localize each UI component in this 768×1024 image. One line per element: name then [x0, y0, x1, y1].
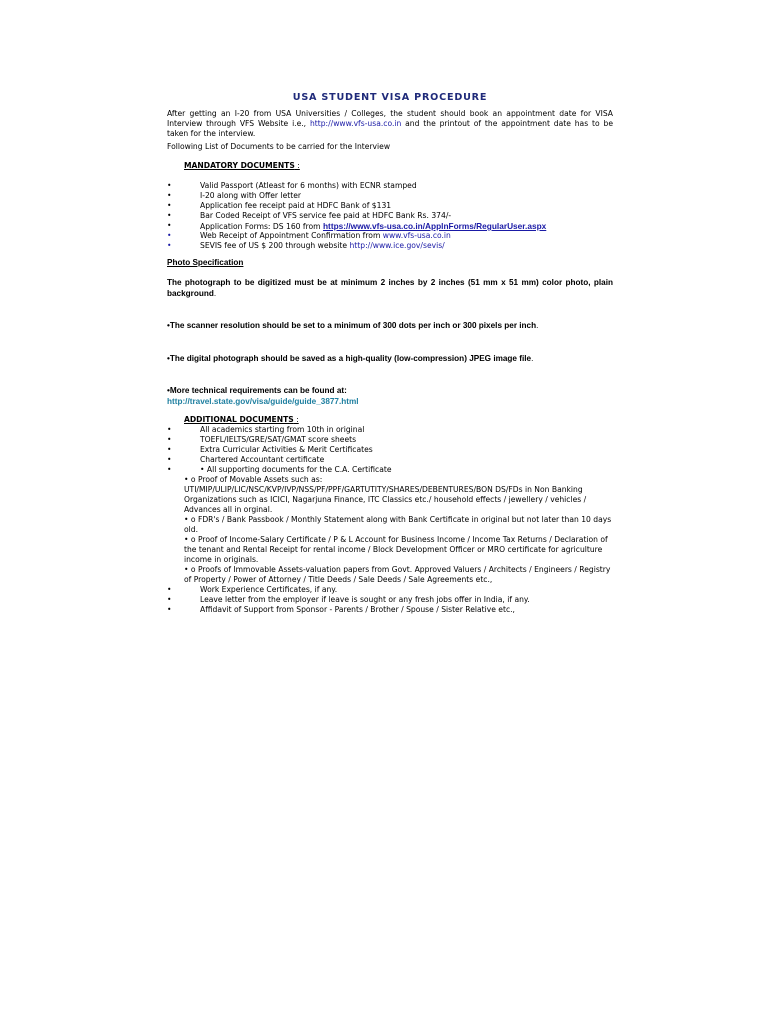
list-item	[167, 221, 613, 231]
jpeg-paragraph	[167, 354, 613, 365]
technical-requirements-paragraph	[167, 386, 613, 397]
scanner-resolution-text: •The scanner resolution should be set to a minimum of 300 dots per inch or 300 pixels per inch	[167, 321, 537, 330]
bullet: •	[167, 464, 172, 474]
item-text: All academics starting from 10th in original	[200, 424, 365, 434]
list-item	[167, 231, 613, 241]
list-item	[167, 465, 613, 475]
list-item	[167, 425, 613, 435]
additional-heading-text: ADDITIONAL DOCUMENTS	[184, 414, 294, 424]
list-item	[167, 585, 613, 595]
bullet: •	[167, 231, 172, 240]
additional-heading	[184, 415, 613, 425]
sub-item-immovable-assets: • o Proofs of Immovable Assets-valuation papers from Govt. Approved Valuers / Architects / Engineers / Registry of Property / Power of Attorney / Title Deeds / Sale Deeds / Sale Agreements etc.,	[184, 564, 611, 584]
item-text: • All supporting documents for the C.A. Certificate	[200, 464, 392, 474]
list-item	[167, 211, 613, 221]
item-text: TOEFL/IELTS/GRE/SAT/GMAT score sheets	[200, 434, 357, 444]
bullet: •	[167, 241, 172, 250]
item-text: Application fee receipt paid at HDFC Bank of $131	[200, 201, 392, 210]
document-title: USA STUDENT VISA PROCEDURE	[292, 92, 488, 103]
additional-heading-colon: :	[293, 414, 299, 424]
item-text: Chartered Accountant certificate	[200, 454, 325, 464]
mandatory-heading-colon: :	[294, 161, 300, 170]
bullet: •	[167, 211, 172, 220]
item-text: I-20 along with Offer letter	[200, 191, 301, 200]
sub-item-fdr: • o FDR's / Bank Passbook / Monthly Statement along with Bank Certificate in original but not later than 10 days old.	[184, 514, 612, 534]
bullet: •	[167, 221, 172, 230]
bullet: •	[167, 594, 172, 604]
photo-spec-end: .	[213, 288, 217, 298]
sub-item-income-proof: • o Proof of Income-Salary Certificate / P & L Account for Business Income / Income Tax Returns / Declaration of the tenant and Rental Receipt for rental income / Block Development Officer or MRO certificate for agriculture income in originals.	[184, 534, 608, 564]
item-text: Leave letter from the employer if leave is sought or any fresh jobs offer in India, if any.	[200, 594, 530, 604]
item-text: Web Receipt of Appointment Confirmation from	[200, 231, 383, 240]
bullet: •	[167, 454, 172, 464]
list-item	[167, 435, 613, 445]
travel-state-link[interactable]: http://travel.state.gov/visa/guide/guide_3877.html	[167, 396, 359, 406]
scanner-resolution-end: .	[536, 321, 539, 330]
item-text: Affidavit of Support from Sponsor - Parents / Brother / Spouse / Sister Relative etc.,	[200, 604, 515, 614]
item-text: SEVIS fee of US $ 200 through website	[200, 241, 350, 250]
bullet: •	[167, 181, 172, 190]
additional-final-list	[167, 585, 613, 615]
mandatory-heading	[184, 161, 613, 171]
vfs-link[interactable]: www.vfs-usa.co.in	[382, 231, 451, 240]
bullet: •	[167, 201, 172, 210]
list-intro: Following List of Documents to be carried for the Interview	[167, 142, 391, 151]
item-text: Application Forms: DS 160 from	[200, 222, 323, 231]
sevis-link[interactable]: http://www.ice.gov/sevis/	[349, 241, 445, 250]
additional-list	[167, 425, 613, 475]
bullet: •	[167, 444, 172, 454]
intro-text-start: After getting an I-20 from USA Universities / Colleges, the student should book an appointment date for VISA Interview through VFS Website i.e.,	[167, 109, 613, 128]
mandatory-heading-text: MANDATORY DOCUMENTS	[184, 161, 295, 170]
item-text: Bar Coded Receipt of VFS service fee paid at HDFC Bank Rs. 374/-	[200, 211, 452, 220]
list-item	[167, 201, 613, 211]
bullet: •	[167, 604, 172, 614]
list-item	[167, 181, 613, 191]
list-item	[167, 445, 613, 455]
jpeg-format: JPEG image file	[469, 353, 532, 363]
technical-requirements-text: •More technical requirements can be found at:	[167, 386, 347, 395]
sub-item-movable-assets: • o Proof of Movable Assets such as: UTI/MIP/ULIP/LIC/NSC/KVP/IVP/NSS/PF/PPF/GARTUTITY/SHARES/DEBENTURES/BON DS/FDs in Non Banking Organizations such as ICICI, Nagarjuna Finance, ITC Classics etc./ household effects / jewellery / vehicles / Advances all in orginal.	[184, 474, 587, 514]
jpeg-end: .	[531, 353, 534, 363]
mandatory-list	[167, 181, 613, 251]
list-item	[167, 455, 613, 465]
intro-paragraph	[167, 109, 613, 139]
item-text: Valid Passport (Atleast for 6 months) with ECNR stamped	[200, 181, 417, 190]
intro-text-end: and the printout of the appointment date has to be taken for the interview.	[167, 119, 613, 138]
scanner-resolution-paragraph	[167, 321, 613, 332]
photo-spec-paragraph	[167, 278, 613, 299]
list-item	[167, 605, 613, 615]
bullet: •	[167, 584, 172, 594]
item-text: Extra Curricular Activities & Merit Certificates	[200, 444, 373, 454]
bullet: •	[167, 191, 172, 200]
photo-spec-text: The photograph to be digitized must be at minimum 2 inches by 2 inches (51 mm x 51 mm) color photo, plain background	[167, 278, 613, 298]
list-item	[167, 595, 613, 605]
bullet: •	[167, 424, 172, 434]
bullet: •	[167, 434, 172, 444]
jpeg-text: •The digital photograph should be saved as a high-quality (low-compression)	[167, 353, 470, 363]
document-body	[167, 93, 613, 615]
list-item	[167, 191, 613, 201]
photo-spec-heading: Photo Specification	[167, 258, 244, 267]
item-text: Work Experience Certificates, if any.	[200, 584, 338, 594]
vfs-website-link[interactable]: http://www.vfs-usa.co.in	[309, 119, 402, 128]
application-forms-link[interactable]: https://www.vfs-usa.co.in/ApplnForms/RegularUser.aspx	[322, 221, 547, 231]
list-item	[167, 241, 613, 251]
